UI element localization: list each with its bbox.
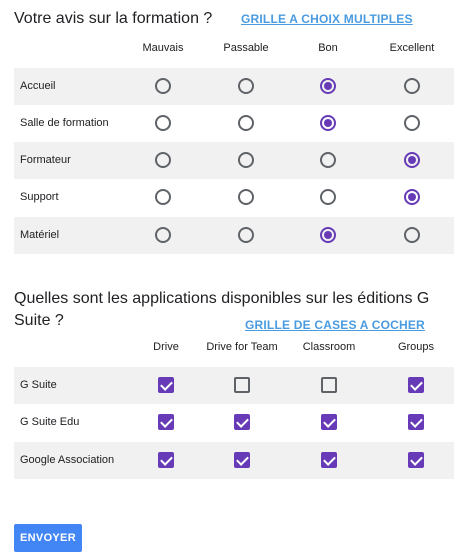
row-label: Formateur	[20, 154, 71, 166]
grid1-col-bon: Bon	[318, 42, 338, 54]
radio-accueil-mauvais[interactable]	[155, 78, 171, 94]
checkbox-gsuite-edu-drive-for-team[interactable]	[234, 414, 250, 430]
checkbox-association-drive-for-team[interactable]	[234, 452, 250, 468]
grid2-type-tag: GRILLE DE CASES A COCHER	[245, 318, 425, 332]
radio-accueil-excellent[interactable]	[404, 78, 420, 94]
radio-formateur-mauvais[interactable]	[155, 152, 171, 168]
row-label: Support	[20, 191, 59, 203]
row-label: G Suite Edu	[20, 416, 80, 428]
submit-button[interactable]: ENVOYER	[14, 524, 82, 552]
checkbox-gsuite-groups[interactable]	[408, 377, 424, 393]
radio-support-passable[interactable]	[238, 189, 254, 205]
row-label: Matériel	[20, 229, 60, 241]
checkbox-gsuite-drive[interactable]	[158, 377, 174, 393]
grid1-type-tag: GRILLE A CHOIX MULTIPLES	[241, 12, 413, 26]
grid1-col-mauvais: Mauvais	[142, 42, 184, 54]
grid2-col-drive-for-team: Drive for Team	[206, 341, 278, 353]
grid2-row-gsuite	[14, 367, 454, 404]
grid2-title: Quelles sont les applications disponibles sur les éditions G Suite ?	[14, 290, 430, 329]
radio-accueil-passable[interactable]	[238, 78, 254, 94]
grid1-title: Votre avis sur la formation ?	[14, 10, 213, 27]
row-label: Accueil	[20, 80, 56, 92]
grid1-col-passable: Passable	[223, 42, 269, 54]
checkbox-gsuite-edu-classroom[interactable]	[321, 414, 337, 430]
radio-materiel-passable[interactable]	[238, 227, 254, 243]
checkbox-association-groups[interactable]	[408, 452, 424, 468]
grid2-col-drive: Drive	[153, 341, 179, 353]
grid1-col-excellent: Excellent	[389, 42, 435, 54]
row-label: G Suite	[20, 379, 57, 391]
radio-materiel-bon[interactable]	[320, 227, 336, 243]
grid1-row-materiel	[14, 217, 454, 254]
row-label: Salle de formation	[20, 117, 109, 129]
radio-support-excellent[interactable]	[404, 189, 420, 205]
radio-formateur-excellent[interactable]	[404, 152, 420, 168]
checkbox-gsuite-classroom[interactable]	[321, 377, 337, 393]
radio-salle-bon[interactable]	[320, 115, 336, 131]
radio-salle-passable[interactable]	[238, 115, 254, 131]
grid2-col-classroom: Classroom	[302, 341, 356, 353]
radio-support-bon[interactable]	[320, 189, 336, 205]
radio-formateur-bon[interactable]	[320, 152, 336, 168]
grid2-row-google-association	[14, 442, 454, 479]
checkbox-association-classroom[interactable]	[321, 452, 337, 468]
radio-accueil-bon[interactable]	[320, 78, 336, 94]
grid1-row-support	[14, 179, 454, 216]
radio-materiel-excellent[interactable]	[404, 227, 420, 243]
checkbox-gsuite-edu-drive[interactable]	[158, 414, 174, 430]
grid2-col-groups: Groups	[397, 341, 435, 353]
grid2-row-gsuite-edu	[14, 404, 454, 441]
checkbox-association-drive[interactable]	[158, 452, 174, 468]
grid1-row-salle	[14, 105, 454, 142]
checkbox-gsuite-drive-for-team[interactable]	[234, 377, 250, 393]
radio-support-mauvais[interactable]	[155, 189, 171, 205]
row-label: Google Association	[20, 454, 115, 466]
radio-salle-mauvais[interactable]	[155, 115, 171, 131]
radio-formateur-passable[interactable]	[238, 152, 254, 168]
checkbox-gsuite-edu-groups[interactable]	[408, 414, 424, 430]
radio-materiel-mauvais[interactable]	[155, 227, 171, 243]
grid1-row-formateur	[14, 142, 454, 179]
radio-salle-excellent[interactable]	[404, 115, 420, 131]
grid1-row-accueil	[14, 68, 454, 105]
